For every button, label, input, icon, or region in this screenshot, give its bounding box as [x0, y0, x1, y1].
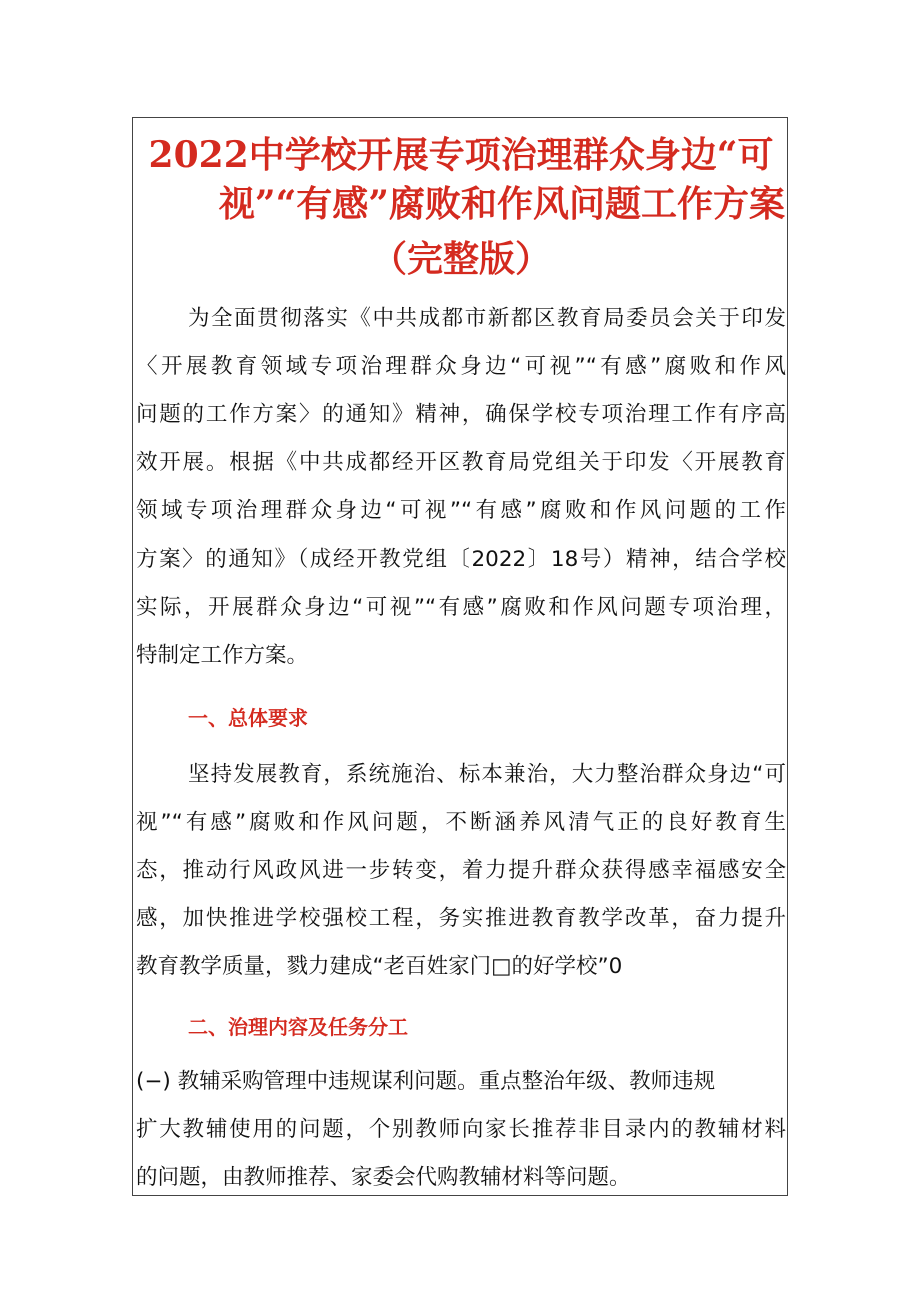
- section-heading-1: 一、总体要求: [188, 706, 308, 730]
- intro-line: 为全面贯彻落实《中共成都市新都区教育局委员会关于印发: [188, 306, 786, 331]
- section-heading-2: 二、治理内容及任务分工: [188, 1015, 408, 1039]
- section2-line: 的问题，由教师推荐、家委会代购教辅材料等问题。: [136, 1165, 631, 1190]
- intro-line: 方案〉的通知》（成经开教党组〔2022〕18号）精神，结合学校: [136, 547, 786, 572]
- document-title-line-1: 2022中学校开展专项治理群众身边“可: [148, 134, 774, 176]
- section1-line: 感，加快推进学校强校工程，务实推进教育教学改革，奋力提升: [136, 906, 786, 931]
- intro-line: 实际，开展群众身边“可视”“有感”腐败和作风问题专项治理，: [136, 595, 786, 620]
- intro-line: 特制定工作方案。: [136, 643, 309, 668]
- section1-line: 态，推动行风政风进一步转变，着力提升群众获得感幸福感安全: [136, 858, 786, 883]
- intro-line: 问题的工作方案〉的通知》精神，确保学校专项治理工作有序高: [136, 402, 786, 427]
- intro-line: 〈开展教育领域专项治理群众身边“可视”“有感”腐败和作风: [136, 354, 786, 379]
- intro-line: 效开展。根据《中共成都经开区教育局党组关于印发〈开展教育: [136, 450, 786, 475]
- document-frame: [132, 117, 788, 1196]
- section1-line: 视”“有感”腐败和作风问题，不断涵养风清气正的良好教育生: [136, 810, 786, 835]
- document-title-line-3: （完整版）: [370, 238, 551, 280]
- section1-line: 教育教学质量，戮力建成“老百姓家门□的好学校”0: [136, 954, 623, 979]
- intro-line: 领域专项治理群众身边“可视”“有感”腐败和作风问题的工作: [136, 498, 786, 523]
- document-title-line-2: 视”“有感”腐败和作风问题工作方案: [218, 183, 785, 225]
- section1-line: 坚持发展教育，系统施治、标本兼治，大力整治群众身边“可: [188, 762, 786, 787]
- section2-line: 扩大教辅使用的问题，个别教师向家长推荐非目录内的教辅材料: [136, 1117, 786, 1142]
- section2-line: (−) 教辅采购管理中违规谋利问题。重点整治年级、教师违规: [136, 1069, 716, 1094]
